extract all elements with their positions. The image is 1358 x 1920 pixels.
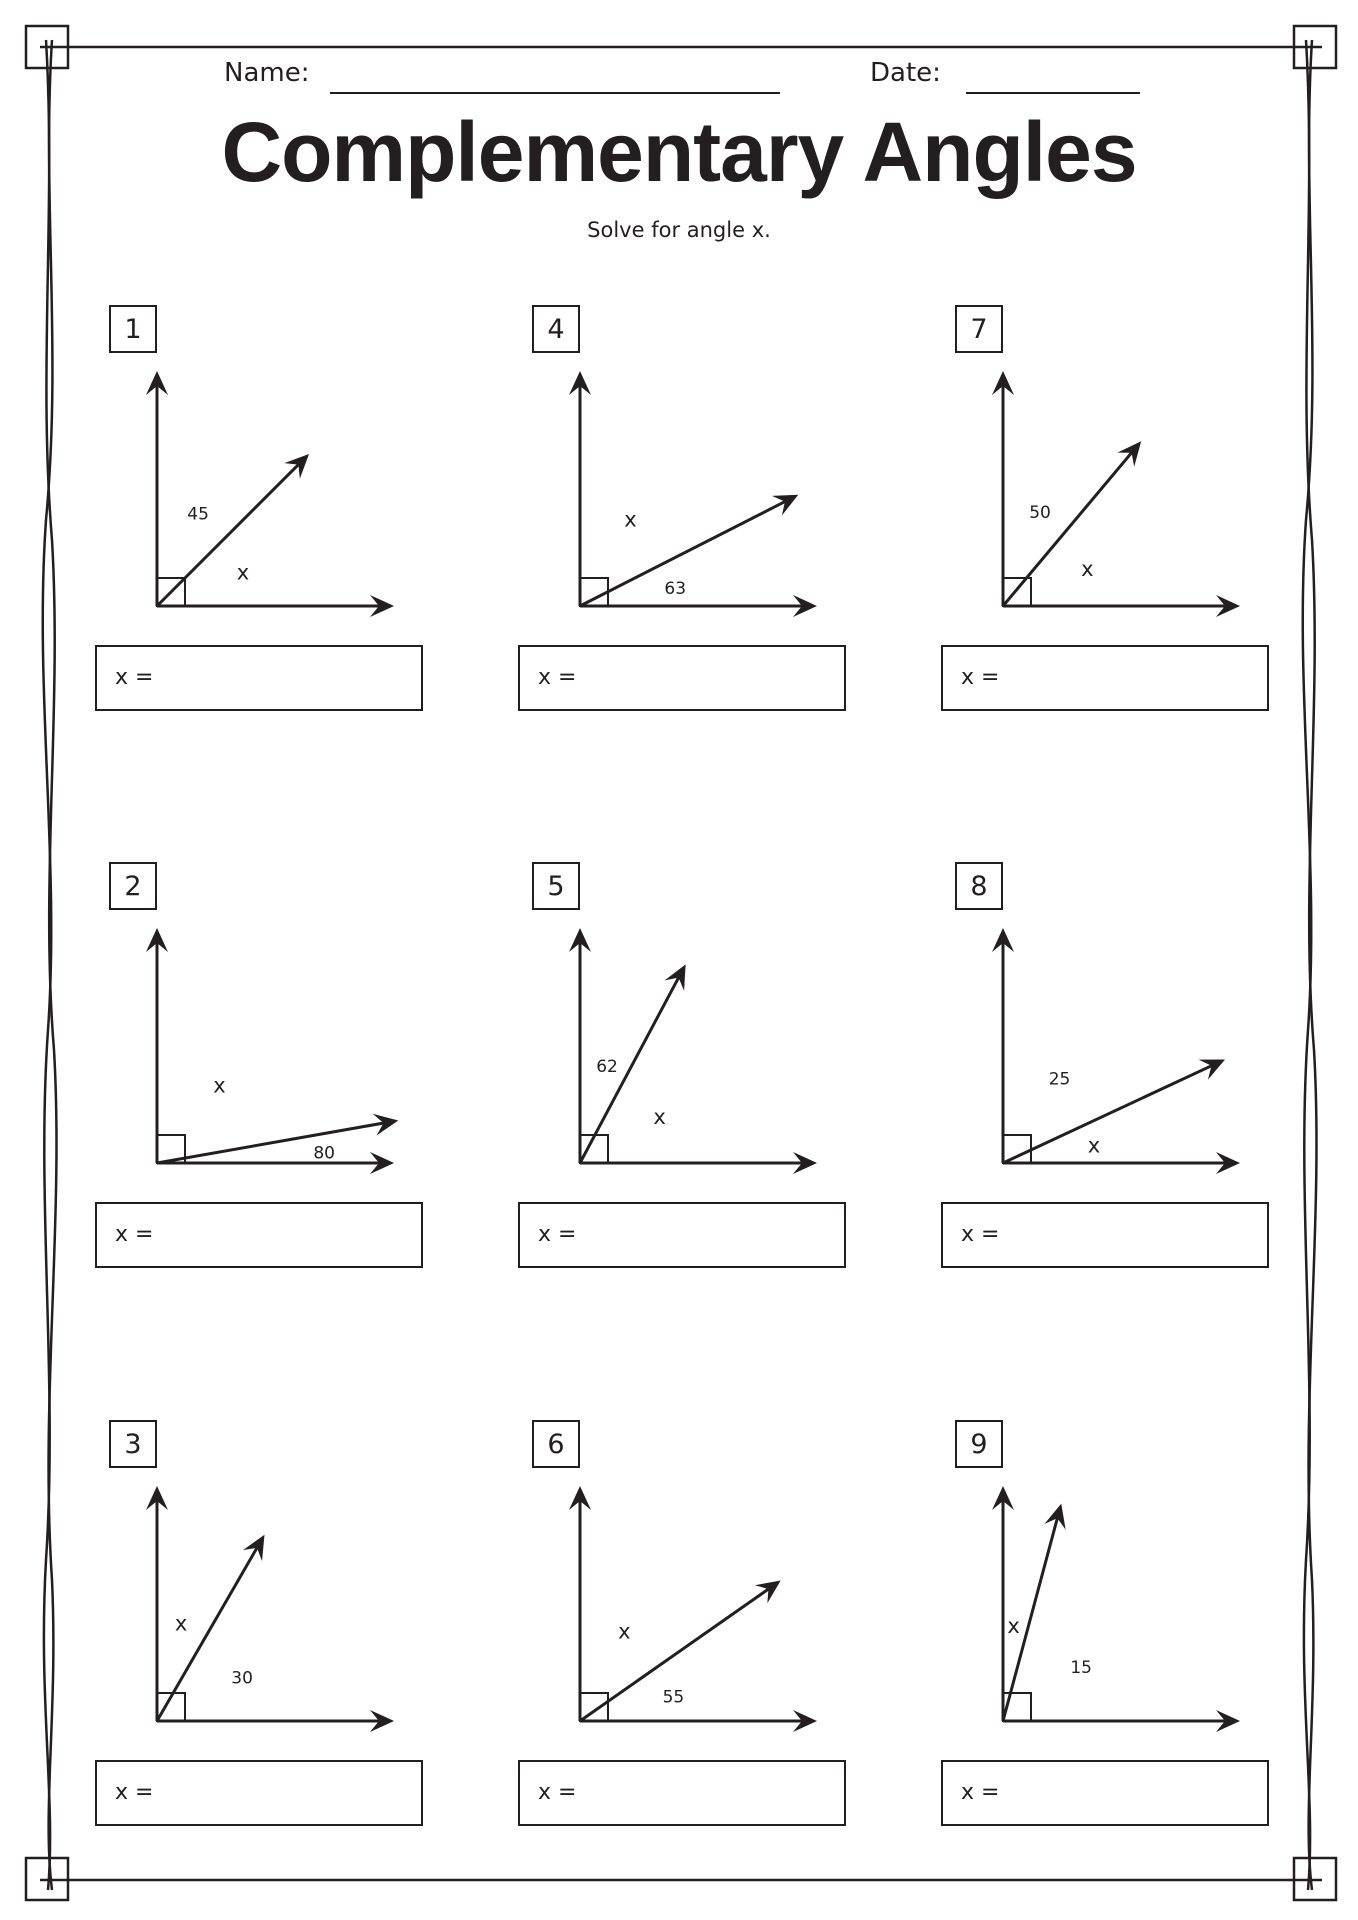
unknown-angle-label: x xyxy=(618,1619,631,1644)
problem-number: 3 xyxy=(109,1420,157,1468)
angle-diagram xyxy=(95,1474,415,1744)
problem-3 xyxy=(95,1420,455,1860)
answer-box[interactable]: x = xyxy=(518,645,846,711)
unknown-angle-label: x xyxy=(1087,1133,1101,1158)
answer-box[interactable]: x = xyxy=(95,645,423,711)
dividing-ray xyxy=(1003,1064,1216,1163)
problem-9 xyxy=(941,1420,1301,1860)
problem-1 xyxy=(95,305,455,745)
unknown-angle-label: x xyxy=(213,1073,226,1098)
known-angle-label: 45 xyxy=(187,504,209,525)
problem-number: 6 xyxy=(532,1420,580,1468)
right-angle-marker xyxy=(1003,1135,1031,1163)
unknown-angle-label: x xyxy=(174,1611,188,1636)
angle-diagram xyxy=(518,916,838,1186)
problem-number: 9 xyxy=(955,1420,1003,1468)
known-angle-label: 25 xyxy=(1048,1069,1071,1090)
angle-diagram xyxy=(518,359,838,629)
dividing-arrowhead xyxy=(243,1535,265,1561)
answer-box[interactable]: x = xyxy=(518,1202,846,1268)
problem-number: 8 xyxy=(955,862,1003,910)
problem-number: 2 xyxy=(109,862,157,910)
answer-box[interactable]: x = xyxy=(95,1202,423,1268)
angle-diagram xyxy=(518,1474,838,1744)
dividing-arrowhead xyxy=(755,1580,781,1603)
problem-4 xyxy=(518,305,878,745)
known-angle-label: 50 xyxy=(1029,503,1051,524)
angle-diagram xyxy=(95,916,415,1186)
dividing-ray xyxy=(157,1543,260,1721)
answer-box[interactable]: x = xyxy=(941,645,1269,711)
known-angle-label: 80 xyxy=(313,1143,336,1164)
dividing-ray xyxy=(157,461,302,606)
angle-diagram xyxy=(95,359,415,629)
date-label: Date: xyxy=(870,58,941,88)
problem-6 xyxy=(518,1420,878,1860)
known-angle-label: 55 xyxy=(662,1687,685,1708)
dividing-ray xyxy=(1003,449,1135,606)
answer-box[interactable]: x = xyxy=(518,1760,846,1826)
unknown-angle-label: x xyxy=(653,1105,666,1130)
instructions: Solve for angle x. xyxy=(587,218,771,242)
date-line[interactable] xyxy=(966,92,1140,94)
answer-box[interactable]: x = xyxy=(941,1202,1269,1268)
page-title: Complementary Angles xyxy=(221,105,1137,199)
answer-box[interactable]: x = xyxy=(941,1760,1269,1826)
name-line[interactable] xyxy=(330,92,780,94)
known-angle-label: 30 xyxy=(231,1668,253,1689)
problem-number: 1 xyxy=(109,305,157,353)
known-angle-label: 62 xyxy=(596,1056,618,1077)
unknown-angle-label: x xyxy=(1007,1613,1020,1638)
known-angle-label: 15 xyxy=(1070,1658,1093,1679)
problem-number: 4 xyxy=(532,305,580,353)
angle-diagram xyxy=(941,359,1261,629)
angle-diagram xyxy=(941,916,1261,1186)
problem-number: 7 xyxy=(955,305,1003,353)
known-angle-label: 63 xyxy=(664,578,687,599)
unknown-angle-label: x xyxy=(1081,556,1094,581)
problem-number: 5 xyxy=(532,862,580,910)
problem-8 xyxy=(941,862,1301,1302)
problem-2 xyxy=(95,862,455,1302)
problem-5 xyxy=(518,862,878,1302)
unknown-angle-label: x xyxy=(624,507,637,532)
name-label: Name: xyxy=(224,58,310,88)
dividing-ray xyxy=(157,1122,388,1163)
dividing-ray xyxy=(580,973,681,1163)
right-angle-marker xyxy=(580,578,608,606)
answer-box[interactable]: x = xyxy=(95,1760,423,1826)
angle-diagram xyxy=(941,1474,1261,1744)
unknown-angle-label: x xyxy=(236,560,250,585)
problem-7 xyxy=(941,305,1301,745)
